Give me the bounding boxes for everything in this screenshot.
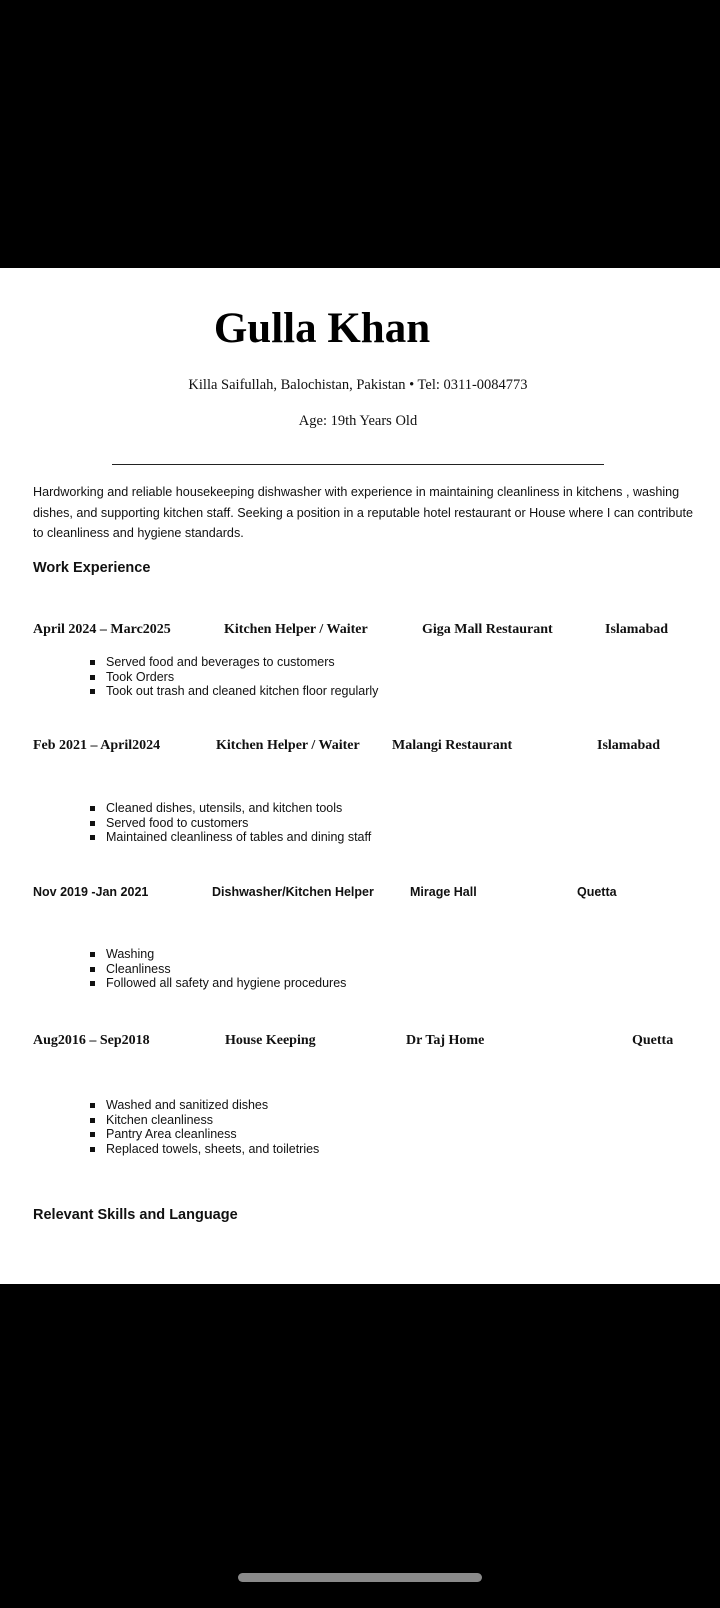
job-employer: Giga Mall Restaurant <box>422 622 553 637</box>
job-row <box>0 738 720 758</box>
job-title: Dishwasher/Kitchen Helper <box>212 885 374 899</box>
list-item: Kitchen cleanliness <box>90 1113 319 1128</box>
list-item: Followed all safety and hygiene procedures <box>90 976 346 991</box>
list-item: Cleaned dishes, utensils, and kitchen tools <box>90 801 371 816</box>
job-duties-list <box>90 655 378 699</box>
job-duties-list <box>90 947 346 991</box>
summary-paragraph: Hardworking and reliable housekeeping dishwasher with experience in maintaining cleanliness in kitchens , washing dishes, and supporting kitchen staff. Seeking a position in a reputable hotel restaurant or House where I can contribute to cleanliness and hygiene standards. <box>33 485 693 540</box>
job-dates: Aug2016 – Sep2018 <box>33 1033 150 1048</box>
list-item: Served food to customers <box>90 816 371 831</box>
work-experience-heading: Work Experience <box>33 560 151 576</box>
job-title: Kitchen Helper / Waiter <box>224 622 368 637</box>
list-item: Maintained cleanliness of tables and dining staff <box>90 830 371 845</box>
job-location: Quetta <box>632 1033 674 1048</box>
list-item: Replaced towels, sheets, and toiletries <box>90 1142 319 1157</box>
job-title: House Keeping <box>225 1033 316 1048</box>
contact-line: Killa Saifullah, Balochistan, Pakistan • Tel: 0311-0084773 <box>188 377 528 393</box>
resume-page <box>0 268 720 1284</box>
job-location: Quetta <box>577 885 617 899</box>
job-row <box>0 1033 720 1053</box>
job-duties-list <box>90 801 371 845</box>
divider-line <box>112 464 604 465</box>
job-dates: Nov 2019 -Jan 2021 <box>33 885 149 899</box>
list-item: Took out trash and cleaned kitchen floor regularly <box>90 684 378 699</box>
list-item: Washed and sanitized dishes <box>90 1098 319 1113</box>
skills-heading: Relevant Skills and Language <box>33 1207 238 1223</box>
list-item: Cleanliness <box>90 962 346 977</box>
list-item: Served food and beverages to customers <box>90 655 378 670</box>
job-duties-list <box>90 1098 319 1157</box>
job-row <box>0 885 720 905</box>
job-employer: Mirage Hall <box>410 885 477 899</box>
list-item: Washing <box>90 947 346 962</box>
home-indicator-bar[interactable] <box>238 1573 482 1582</box>
age-line: Age: 19th Years Old <box>298 413 418 429</box>
job-location: Islamabad <box>605 622 669 637</box>
job-title: Kitchen Helper / Waiter <box>216 738 360 753</box>
job-dates: April 2024 – Marc2025 <box>33 622 171 637</box>
job-employer: Dr Taj Home <box>406 1033 485 1048</box>
list-item: Pantry Area cleanliness <box>90 1127 319 1142</box>
candidate-name: Gulla Khan <box>213 305 431 352</box>
job-dates: Feb 2021 – April2024 <box>33 738 161 753</box>
job-row <box>0 622 720 642</box>
job-employer: Malangi Restaurant <box>392 738 513 753</box>
list-item: Took Orders <box>90 670 378 685</box>
job-location: Islamabad <box>597 738 661 753</box>
